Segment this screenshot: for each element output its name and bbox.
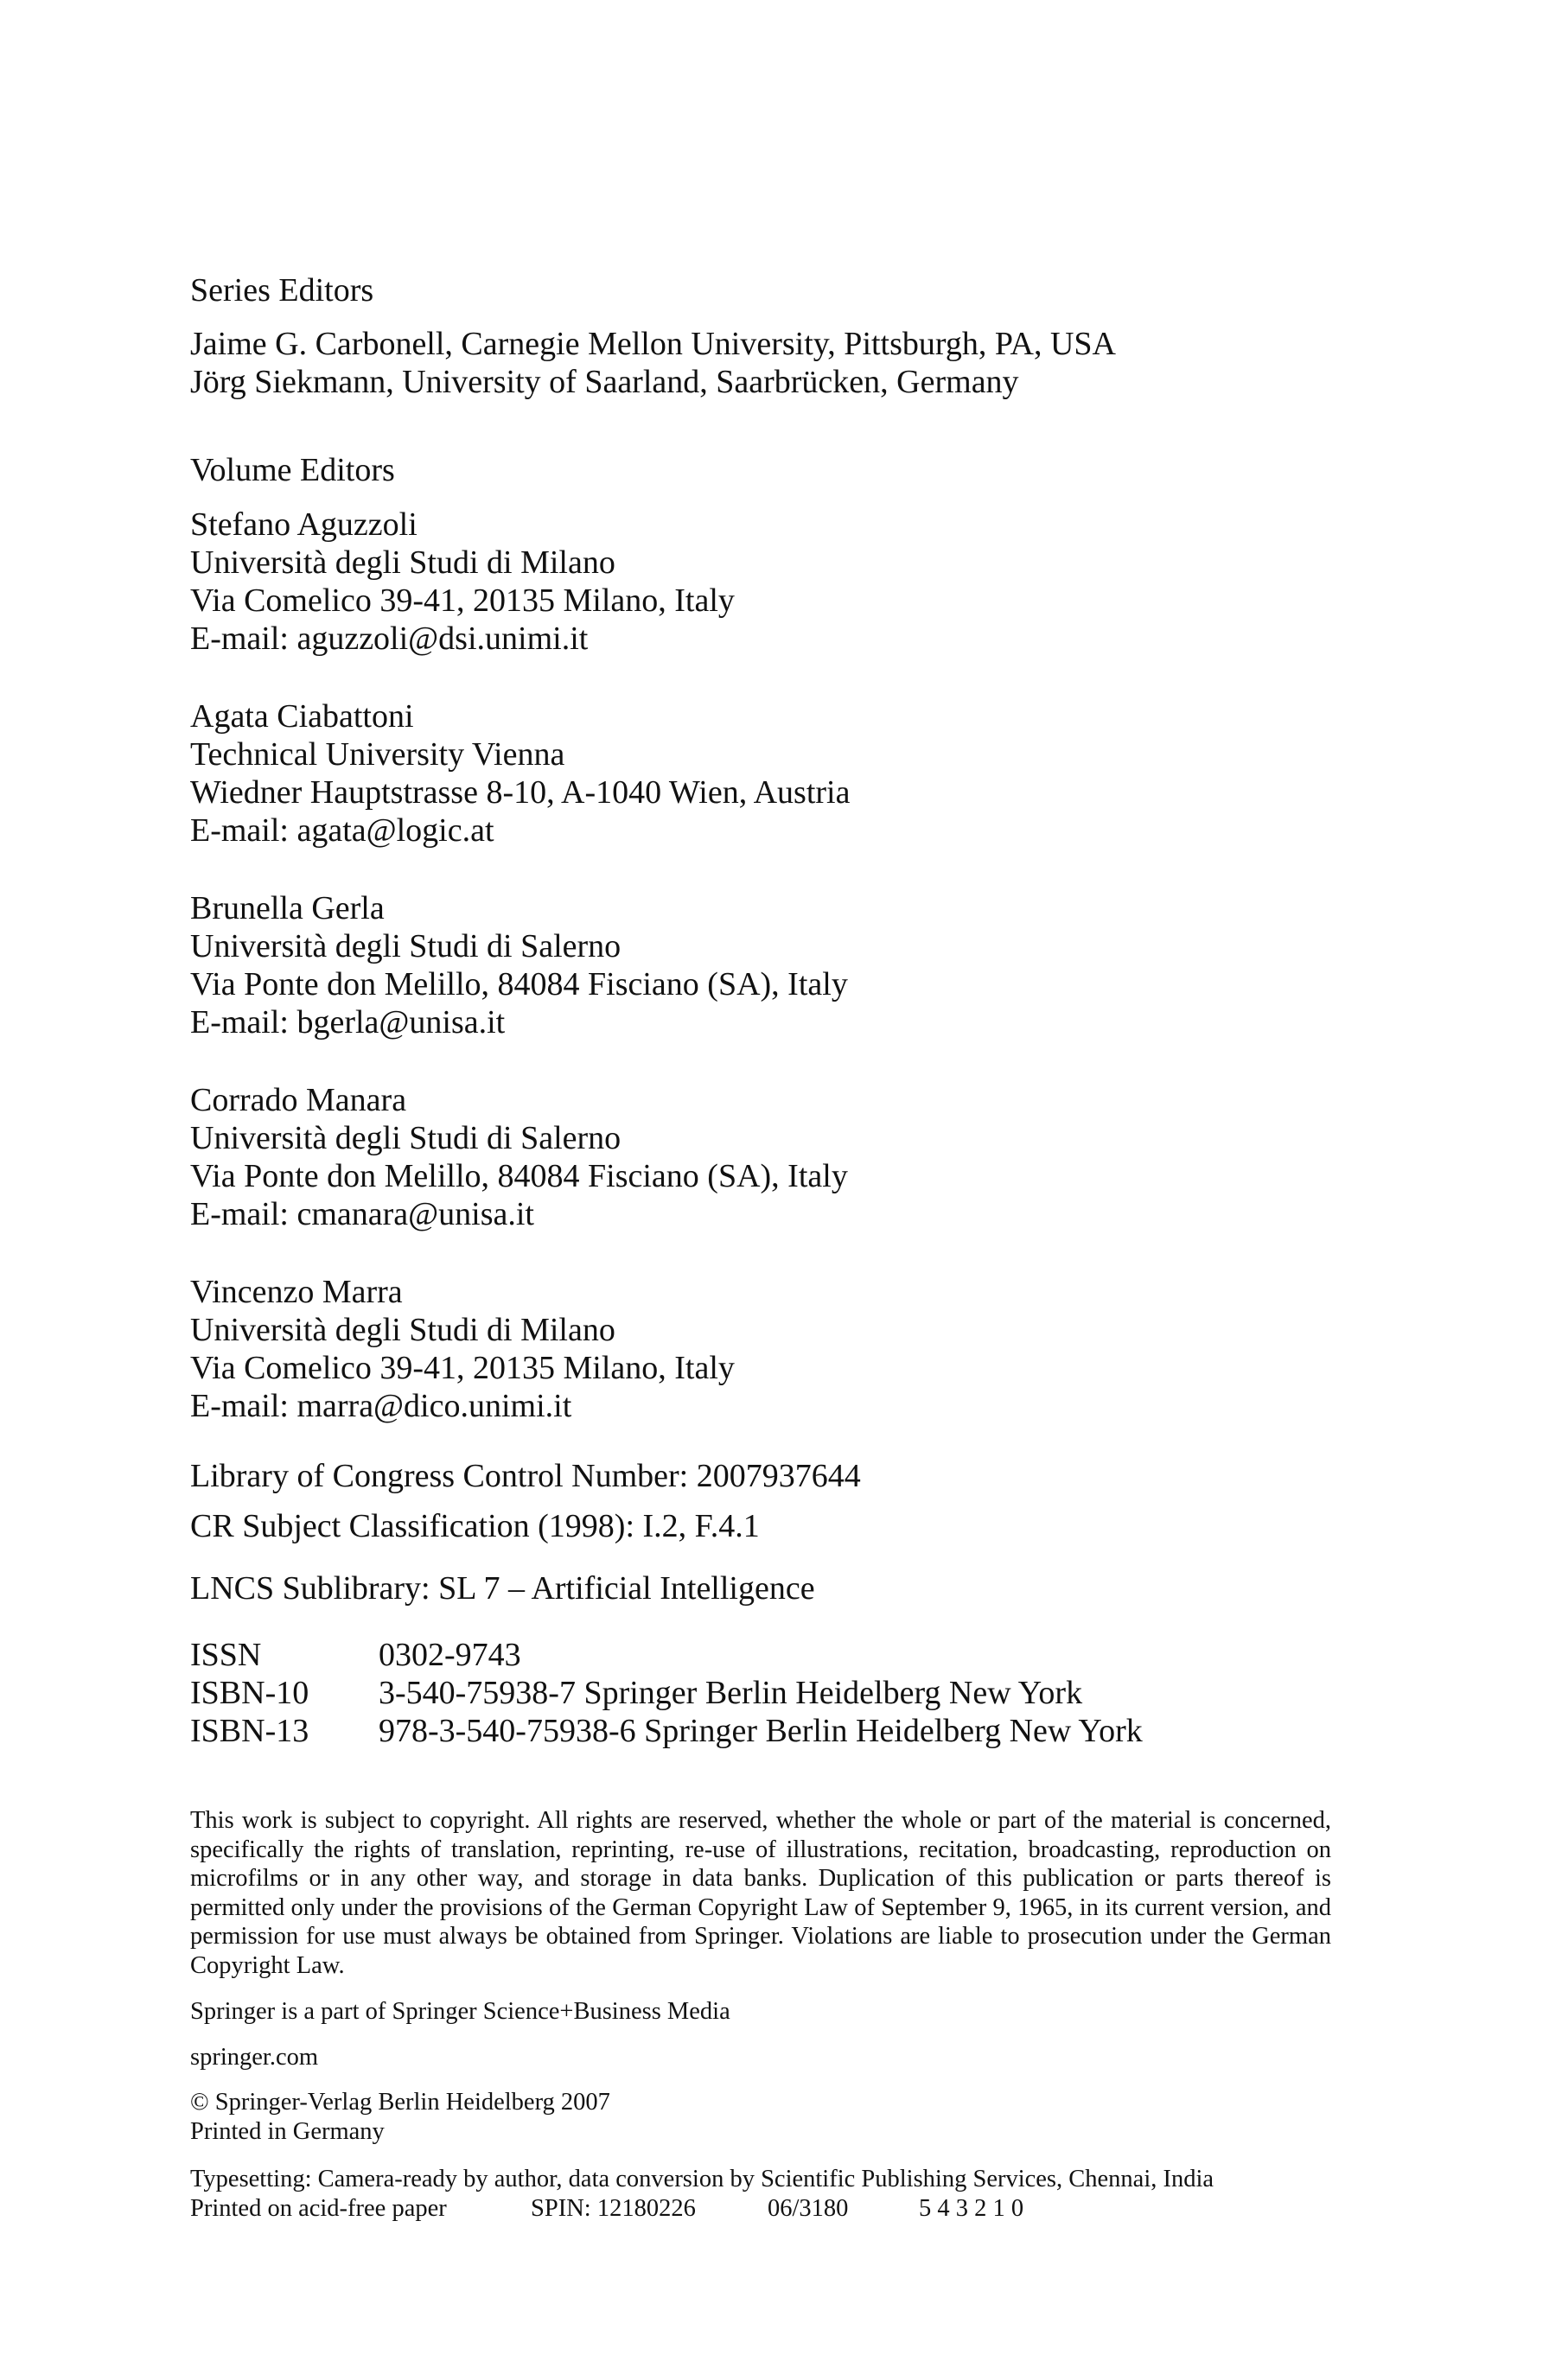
- editor-address: Via Ponte don Melillo, 84084 Fisciano (SA), Italy: [190, 966, 848, 1002]
- editor-email: E-mail: cmanara@unisa.it: [190, 1196, 534, 1232]
- editor-email: E-mail: bgerla@unisa.it: [190, 1004, 506, 1040]
- cr-classification-line: CR Subject Classification (1998): I.2, F.4.1: [190, 1508, 760, 1544]
- volume-editors-heading: Volume Editors: [190, 452, 395, 488]
- print-run: 5 4 3 2 1 0: [919, 2195, 1024, 2222]
- editor-affiliation: Università degli Studi di Salerno: [190, 1120, 622, 1156]
- lccn-line: Library of Congress Control Number: 2007937644: [190, 1458, 861, 1494]
- editor-affiliation: Università degli Studi di Milano: [190, 544, 615, 581]
- editor-address: Via Comelico 39-41, 20135 Milano, Italy: [190, 1350, 735, 1386]
- editor-email: E-mail: agata@logic.at: [190, 812, 494, 849]
- identifier-value: 978-3-540-75938-6 Springer Berlin Heidelberg New York: [379, 1713, 1143, 1749]
- website-text: springer.com: [190, 2044, 319, 2071]
- identifier-label: ISBN-13: [190, 1713, 309, 1749]
- editor-name: Vincenzo Marra: [190, 1274, 403, 1310]
- series-editors-heading: Series Editors: [190, 272, 374, 309]
- editor-email: E-mail: aguzzoli@dsi.unimi.it: [190, 620, 589, 657]
- editor-name: Corrado Manara: [190, 1082, 407, 1118]
- identifier-label: ISBN-10: [190, 1675, 309, 1711]
- editor-name: Brunella Gerla: [190, 890, 385, 926]
- lncs-sublibrary-line: LNCS Sublibrary: SL 7 – Artificial Intelligence: [190, 1570, 815, 1607]
- paper-info: Printed on acid-free paper: [190, 2195, 447, 2222]
- spin-number: SPIN: 12180226: [531, 2195, 696, 2222]
- print-code: 06/3180: [768, 2195, 849, 2222]
- editor-name: Agata Ciabattoni: [190, 698, 414, 735]
- editor-address: Via Comelico 39-41, 20135 Milano, Italy: [190, 582, 735, 619]
- editor-email: E-mail: marra@dico.unimi.it: [190, 1388, 572, 1424]
- editor-affiliation: Università degli Studi di Salerno: [190, 928, 622, 964]
- editor-address: Via Ponte don Melillo, 84084 Fisciano (SA), Italy: [190, 1158, 848, 1194]
- series-editor-line: Jörg Siekmann, University of Saarland, Saarbrücken, Germany: [190, 364, 1019, 400]
- print-info-line: [190, 2194, 1331, 2224]
- editor-address: Wiedner Hauptstrasse 8-10, A-1040 Wien, Austria: [190, 774, 851, 811]
- series-editor-line: Jaime G. Carbonell, Carnegie Mellon University, Pittsburgh, PA, USA: [190, 326, 1116, 362]
- copyright-line: © Springer-Verlag Berlin Heidelberg 2007: [190, 2089, 610, 2116]
- identifier-value: 0302-9743: [379, 1637, 521, 1673]
- printed-in-line: Printed in Germany: [190, 2118, 385, 2145]
- publisher-note: Springer is a part of Springer Science+Business Media: [190, 1998, 730, 2025]
- copyright-notice: This work is subject to copyright. All rights are reserved, whether the whole or part of the material is concerned, specifically the rights of translation, reprinting, re-use of illustrations, recitation, broadcasting, reproduction on microfilms or in any other way, and storage in data banks. Duplication of this publication or parts thereof is permitted only under the provisions of the German Copyright Law of September 9, 1965, in its current version, and permission for use must always be obtained from Springer. Violations are liable to prosecution under the German Copyright Law.: [190, 1807, 1331, 1979]
- identifier-value: 3-540-75938-7 Springer Berlin Heidelberg New York: [379, 1675, 1083, 1711]
- editor-name: Stefano Aguzzoli: [190, 506, 418, 543]
- editor-affiliation: Università degli Studi di Milano: [190, 1312, 615, 1348]
- editor-affiliation: Technical University Vienna: [190, 736, 565, 773]
- identifier-label: ISSN: [190, 1637, 262, 1673]
- typesetting-line: Typesetting: Camera-ready by author, data conversion by Scientific Publishing Services, Chennai, India: [190, 2166, 1214, 2192]
